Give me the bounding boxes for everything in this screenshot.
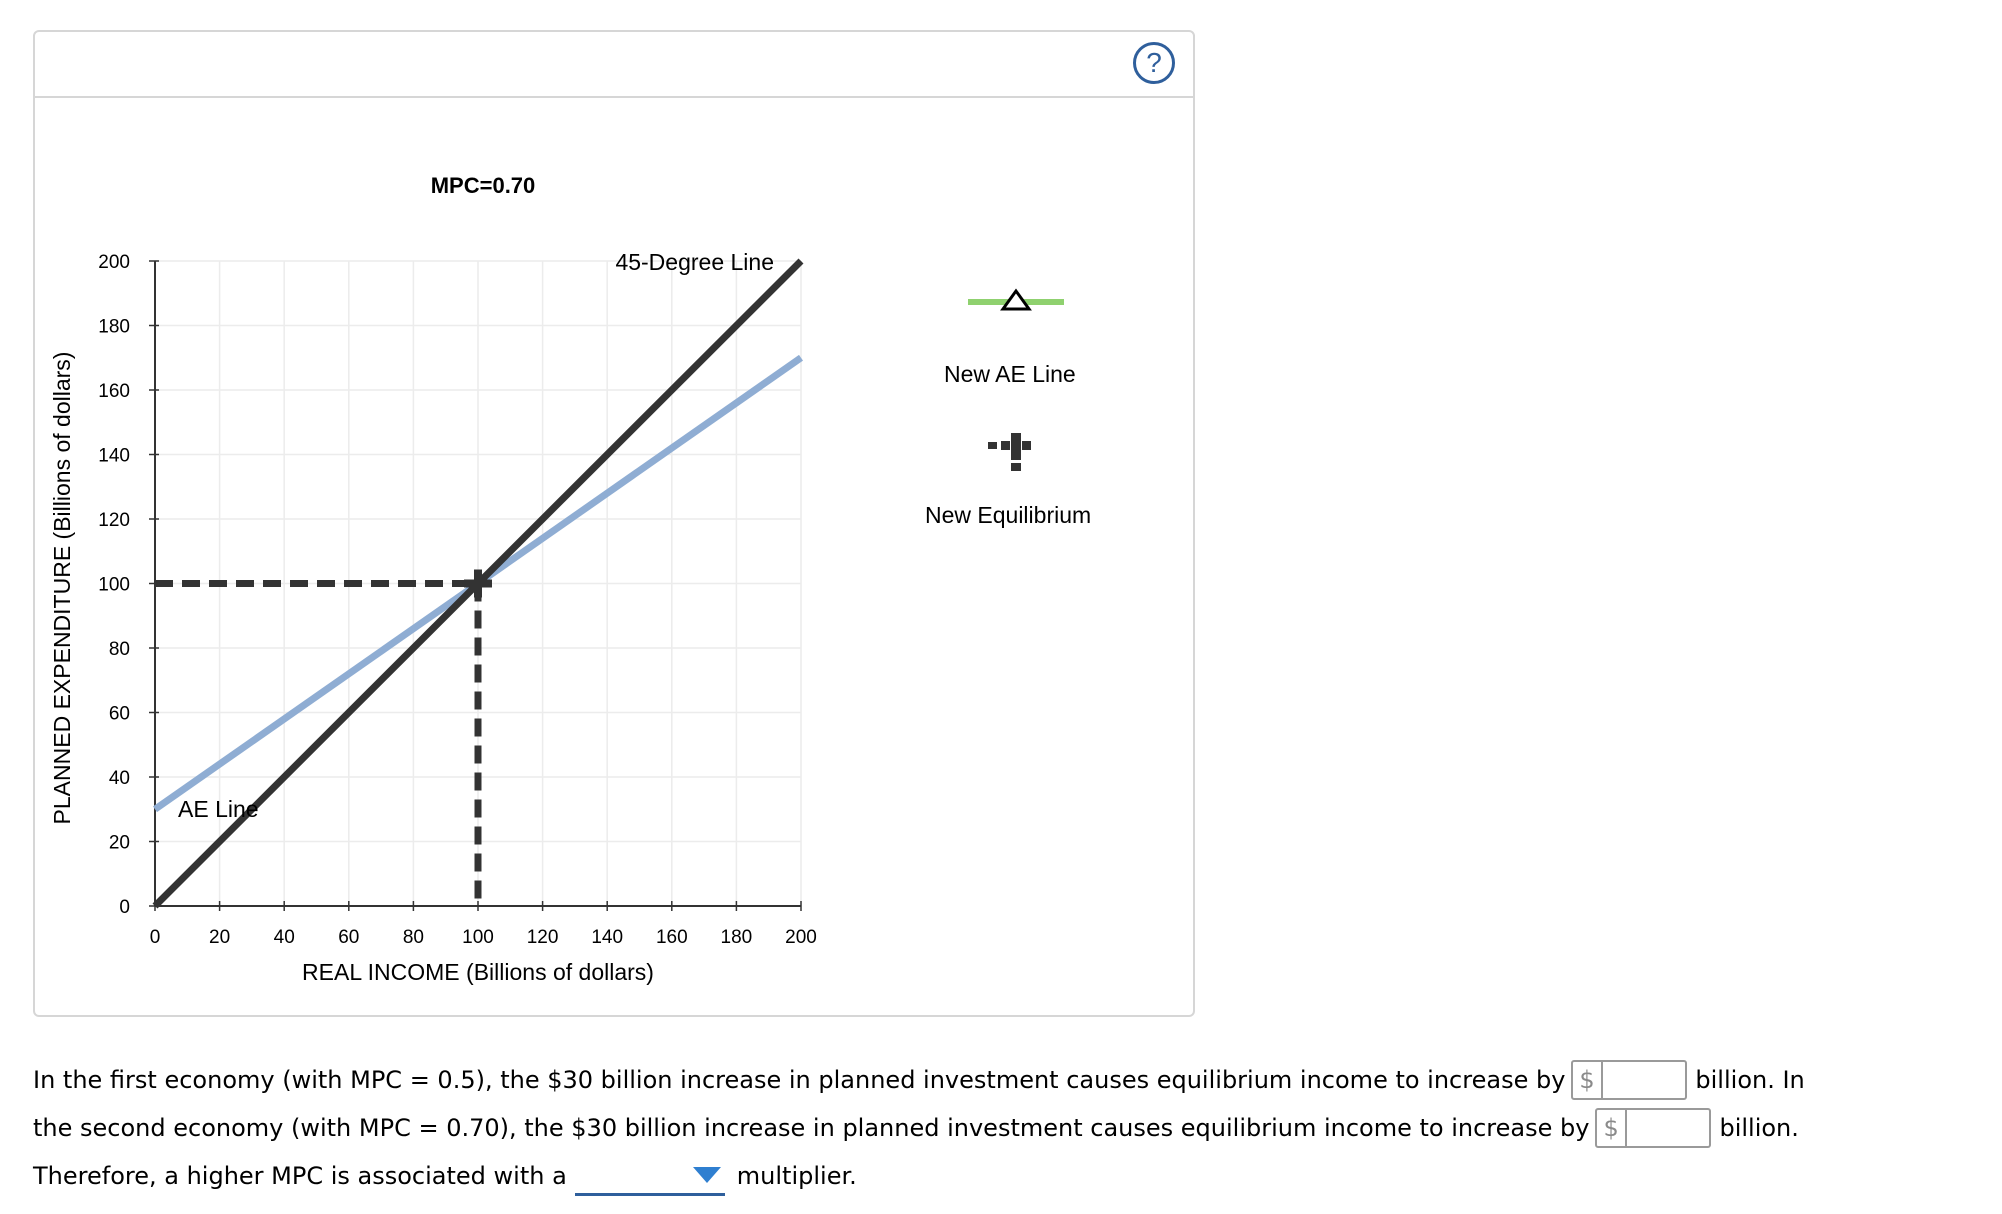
question-line-2-text: the second economy (with MPC = 0.70), the $30 billion increase in planned investment causes equilibrium income to increase by (33, 1114, 1590, 1142)
y-tick-label: 80 (108, 639, 130, 660)
y-tick-label: 40 (108, 768, 130, 789)
new-ae-line-legend-tool[interactable] (960, 285, 1070, 325)
y-tick-label: 200 (98, 252, 130, 273)
help-icon: ? (1146, 47, 1162, 78)
question-line-3-tail: multiplier. (736, 1162, 857, 1190)
income-increase-input-mpc-0-5[interactable] (1571, 1060, 1687, 1100)
plus-icon (988, 433, 1031, 471)
legend-label-new-ae-line: New AE Line (944, 361, 1076, 387)
x-tick-label: 0 (149, 927, 161, 948)
question-line-1 (33, 1060, 1805, 1100)
y-tick-label: 180 (98, 316, 130, 338)
x-tick-label: 200 (785, 927, 817, 948)
x-tick-label: 160 (655, 927, 688, 948)
income-increase-input-mpc-0-70[interactable] (1595, 1108, 1711, 1148)
x-tick-label: 140 (591, 927, 624, 948)
x-tick-label: 80 (402, 927, 424, 948)
question-line-2 (33, 1108, 1799, 1148)
question-line-1-text: In the first economy (with MPC = 0.5), the $30 billion increase in planned investment causes equilibrium income to increase by (33, 1066, 1566, 1094)
x-tick-label: 100 (462, 927, 494, 948)
y-tick-label: 140 (98, 445, 130, 467)
multiplier-size-dropdown[interactable] (575, 1157, 725, 1196)
legend-label-new-equilibrium: New Equilibrium (925, 502, 1092, 528)
y-tick-label: 20 (108, 832, 130, 854)
x-tick-label: 40 (273, 927, 295, 948)
x-axis-label: REAL INCOME (Billions of dollars) (302, 959, 654, 985)
y-tick-label: 160 (98, 381, 130, 402)
question-line-3-text: Therefore, a higher MPC is associated with a (33, 1162, 567, 1190)
x-tick-label: 180 (720, 927, 753, 948)
y-tick-label: 100 (98, 574, 130, 596)
ae-line-label: AE Line (178, 796, 259, 822)
new-equilibrium-legend-tool[interactable] (980, 428, 1050, 478)
income-increase-field-1[interactable] (1603, 1061, 1686, 1099)
dollar-sign: $ (1597, 1110, 1626, 1146)
chevron-down-icon (693, 1167, 721, 1183)
x-tick-label: 20 (209, 927, 231, 948)
chart-title: MPC=0.70 (430, 173, 536, 198)
x-tick-label: 120 (526, 927, 559, 948)
question-line-3 (33, 1156, 857, 1196)
dollar-sign: $ (1573, 1062, 1602, 1098)
y-tick-label: 120 (98, 510, 130, 531)
y-axis-label: PLANNED EXPENDITURE (Billions of dollars) (49, 351, 75, 825)
equilibrium-point-cross (464, 580, 492, 588)
question-line-2-tail: billion. (1719, 1114, 1799, 1142)
y-tick-label: 0 (119, 897, 130, 918)
y-tick-label: 60 (108, 703, 130, 725)
question-line-1-tail: billion. In (1695, 1066, 1805, 1094)
income-increase-field-2[interactable] (1627, 1109, 1710, 1147)
forty-five-degree-line-label: 45-Degree Line (615, 249, 774, 275)
x-tick-label: 60 (338, 927, 360, 948)
